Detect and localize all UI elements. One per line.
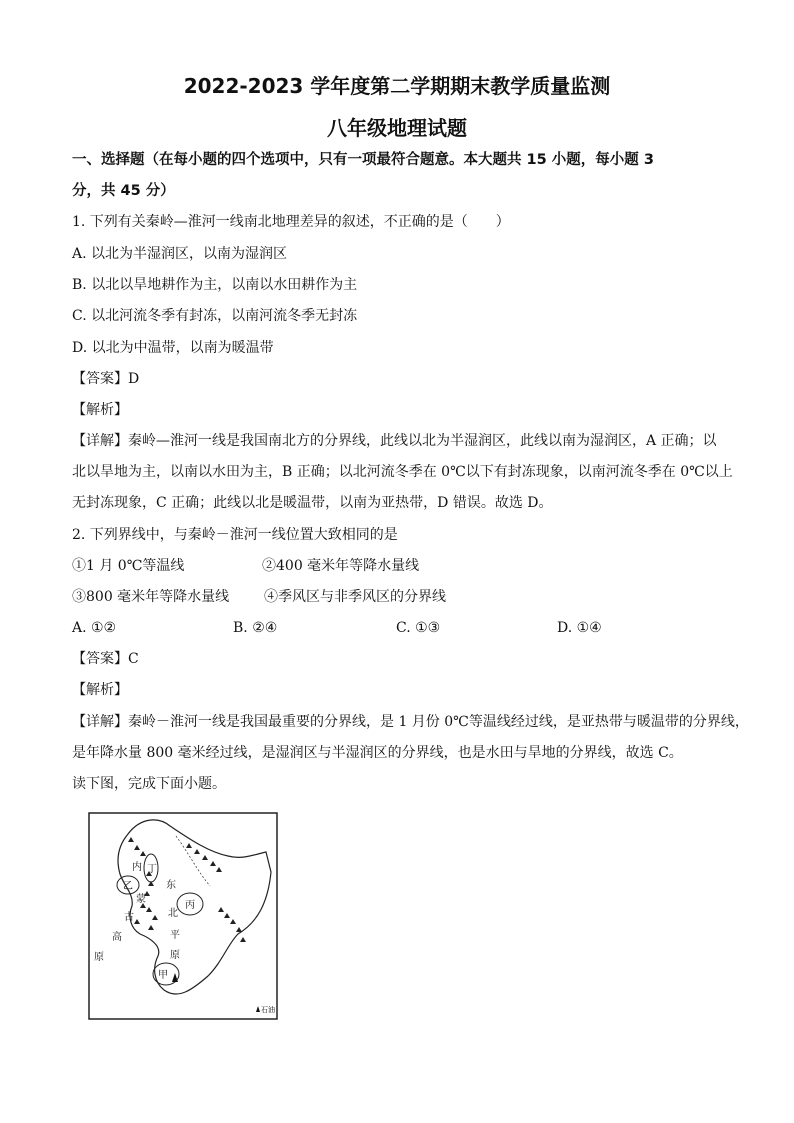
label-nei: 内: [132, 862, 142, 873]
region-yi-label: 乙: [123, 881, 133, 892]
q1-detail-text1: 秦岭—淮河一线是我国南北方的分界线，此线以北为半湿润区，此线以南为湿润区，A 正确；以: [128, 433, 717, 449]
q2-detail-text1: 秦岭－淮河一线是我国最重要的分界线，是 1 月份 0℃等温线经过线，是亚热带与暖温带的分界线，: [128, 714, 749, 730]
q2-answer-tag: 【答案】: [72, 651, 128, 667]
label-gao: 高: [112, 932, 122, 943]
q2-item-1: ①1 月 0℃等温线: [72, 558, 185, 574]
q2-option-d: D. ①④: [557, 620, 602, 636]
q2-answer-value: C: [128, 651, 139, 667]
q1-detail-line2: 北以旱地为主，以南以水田为主，B 正确；以北河流冬季在 0℃以下有封冻现象，以南河流冬季在 0℃以上: [72, 464, 733, 480]
q1-option-a: A. 以北为半湿润区，以南为湿润区: [72, 246, 288, 262]
legend-oil-label: 石油: [261, 1006, 275, 1014]
q1-answer-value: D: [128, 371, 140, 387]
q1-option-b: B. 以北以旱地耕作为主，以南以水田耕作为主: [72, 277, 358, 293]
q2-detail-line2: 是年降水量 800 毫米经过线，是湿润区与半湿润区的分界线，也是水田与旱地的分界线，故选 C。: [72, 745, 683, 761]
label-yuan-plateau: 原: [94, 952, 104, 963]
label-bei: 北: [168, 908, 178, 919]
region-ding-label: 丁: [147, 864, 157, 875]
label-gu: 古: [124, 912, 134, 923]
q1-answer: [72, 369, 732, 389]
q2-stem: 2. 下列界线中，与秦岭－淮河一线位置大致相同的是: [72, 527, 398, 543]
q1-stem: 1. 下列有关秦岭—淮河一线南北地理差异的叙述，不正确的是（ ）: [72, 214, 510, 230]
q1-detail-tag: 【详解】: [72, 433, 128, 449]
q2-option-c: C. ①③: [396, 620, 441, 636]
q1-option-c: C. 以北河流冬季有封冻，以南河流冬季无封冻: [72, 308, 358, 324]
q2-option-b: B. ②④: [233, 620, 278, 636]
q1-detail-line1: [72, 431, 732, 451]
q2-item-4: ④季风区与非季风区的分界线: [264, 589, 446, 605]
section-heading-line1: 一、选择题（在每小题的四个选项中，只有一项最符合题意。本大题共 15 小题，每小题 3: [72, 152, 654, 168]
q1-answer-tag: 【答案】: [72, 371, 128, 387]
document-subtitle: 八年级地理试题: [327, 116, 467, 140]
q2-detail-tag: 【详解】: [72, 714, 128, 730]
q2-detail-line1: [72, 712, 749, 732]
northeast-china-map: [88, 812, 278, 1020]
label-dong: 东: [166, 880, 176, 891]
label-ping: 平: [170, 930, 180, 941]
q2-item-3: ③800 毫米年等降水量线: [72, 589, 230, 605]
map-svg: [88, 812, 278, 1020]
section-heading-line2: 分，共 45 分）: [72, 183, 175, 199]
q1-detail-line3: 无封冻现象，C 正确；此线以北是暖温带，以南为亚热带，D 错误。故选 D。: [72, 495, 553, 511]
q2-analysis-tag: 【解析】: [72, 682, 128, 698]
q2-answer: [72, 649, 732, 669]
reading-instruction: 读下图，完成下面小题。: [72, 776, 226, 792]
q1-analysis-tag: 【解析】: [72, 402, 128, 418]
label-yuan-plain: 原: [170, 950, 180, 961]
label-meng: 蒙: [136, 894, 146, 905]
region-bing-label: 丙: [185, 900, 195, 911]
q2-item-2: ②400 毫米年等降水量线: [262, 558, 420, 574]
document-title: 2022-2023 学年度第二学期期末教学质量监测: [183, 74, 611, 98]
map-frame: [89, 813, 277, 1019]
q2-option-a: A. ①②: [72, 620, 117, 636]
q1-option-d: D. 以北为中温带，以南为暖温带: [72, 340, 274, 356]
region-jia-label: 甲: [158, 970, 168, 981]
